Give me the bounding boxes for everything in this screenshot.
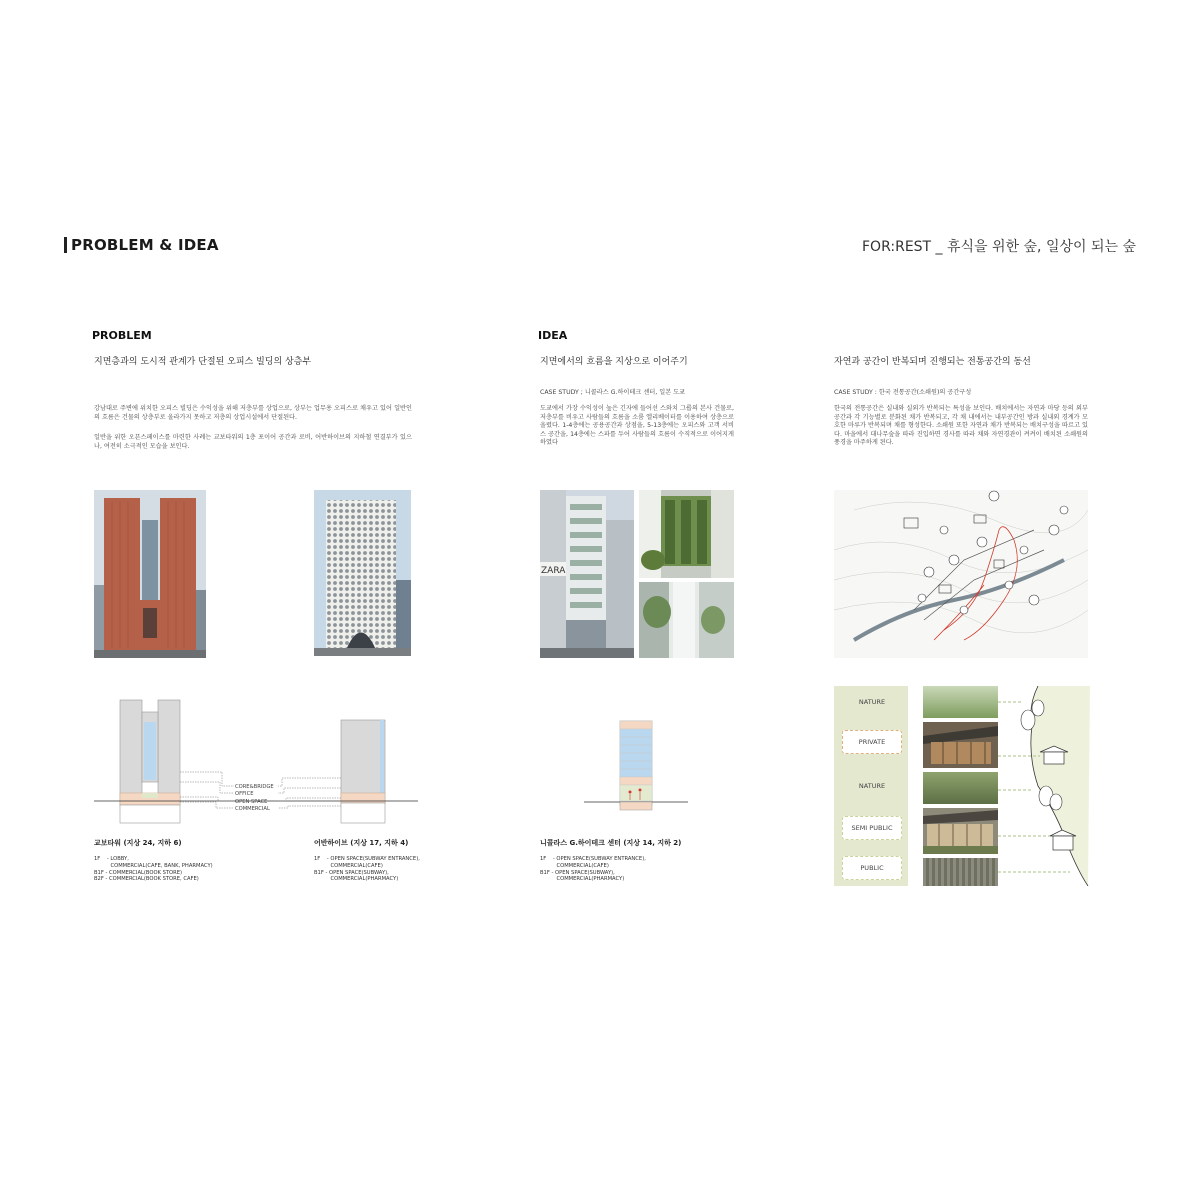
- problem-subheading: 지면층과의 도시적 관계가 단절된 오피스 빌딩의 상층부: [94, 357, 312, 367]
- legend-core-bridge: CORE&BRIDGE: [235, 784, 274, 790]
- bamboo-forest-photo: [923, 858, 998, 886]
- hall-photo: [923, 808, 998, 854]
- nicolas-caption: 니콜라스 G.하이테크 센터 (지상 14, 지하 2): [540, 839, 682, 847]
- nicolas-interior-photo: [639, 582, 734, 658]
- legend-office: OFFICE: [235, 791, 254, 797]
- tradition-case-study: CASE STUDY : 한국 전통공간(소쇄원)의 공간구성: [834, 389, 972, 396]
- sequence-label-nature-1: NATURE: [858, 698, 886, 706]
- idea-heading: IDEA: [538, 329, 568, 342]
- pavilion-photo: [923, 722, 998, 768]
- problem-paragraph-2: 일반을 위한 오픈스페이스를 마련한 사례는 교보타워의 1층 포이어 공간과 로비, 어반하이브의 지하철 연결부가 있으나, 여전히 소극적인 모습을 보인다.: [94, 434, 412, 450]
- nicolas-green-wall-photo: [639, 490, 734, 578]
- tradition-paragraph: 한국의 전통공간은 실내와 실외가 반복되는 특성을 보인다. 배치에서는 자연과 마당 등의 외부공간과 각 기능별로 분화된 채가 반복되고, 각 채 내에서는 내부공간인 방과 실내외 경계가 모호한 마루가 반복되며 채를 형성한다. 소쇄원 또한 자연과 채가 반복되는 배치구성을 따르고 있다. 마을에서 대나무숲을 따라 진입하면 경사를 따라 채와 자연경관이 켜켜이 배치된 소쇄원의 풍경을 마주하게 된다.: [834, 405, 1088, 447]
- legend-commercial: COMMERCIAL: [235, 806, 270, 812]
- nicolas-center-facade-photo: [540, 490, 634, 658]
- sequence-label-private: PRIVATE: [842, 730, 902, 754]
- page-title: PROBLEM & IDEA: [71, 236, 219, 254]
- zara-sign: ZARA: [541, 566, 566, 576]
- problem-heading: PROBLEM: [92, 329, 152, 342]
- problem-paragraph-1: 강남대로 주변에 위치한 오피스 빌딩은 수익성을 위해 저층부를 상업으로, 상부는 업무용 오피스로 채우고 있어 일반인의 흐름은 건물의 상층부로 올라가지 못하고 저층의 상업시설에서 단절된다.: [94, 405, 412, 421]
- kyobo-caption: 교보타워 (지상 24, 지하 6): [94, 839, 182, 847]
- sequence-label-public: PUBLIC: [842, 856, 902, 880]
- sequence-label-semi-public: SEMI PUBLIC: [842, 816, 902, 840]
- idea-case-study: CASE STUDY ; 니콜라스 G.하이테크 센터, 일본 도쿄: [540, 389, 686, 396]
- urbanhive-floor-list: 1F - OPEN SPACE(SUBWAY ENTRANCE), COMMERCIAL(CAFE) B1F - OPEN SPACE(SUBWAY), COMMERCIAL(PHARMACY): [314, 856, 420, 883]
- soswaewon-site-plan: [834, 490, 1088, 658]
- problem-section-diagram: [92, 698, 422, 826]
- urbanhive-caption: 어반하이브 (지상 17, 지하 4): [314, 839, 409, 847]
- idea-subheading: 지면에서의 흐름을 지상으로 이어주기: [540, 357, 688, 367]
- nature-photo-1: [923, 686, 998, 718]
- soswaewon-elevation-sketch: [998, 686, 1090, 886]
- sequence-label-nature-2: NATURE: [858, 782, 886, 790]
- kyobo-floor-list: 1F - LOBBY, COMMERCIAL(CAFE, BANK, PHARMACY) B1F - COMMERCIAL(BOOK STORE) B2F - COMMERCIAL(BOOK STORE, CAFE): [94, 856, 213, 883]
- header-accent-bar: [64, 237, 67, 253]
- tradition-subheading: 자연과 공간이 반복되며 진행되는 전통공간의 동선: [834, 357, 1031, 367]
- legend-open-space: OPEN SPACE: [235, 799, 268, 805]
- nicolas-section-diagram: [582, 718, 692, 828]
- kyobo-tower-photo: [94, 490, 206, 658]
- page-subtitle: FOR:REST _ 휴식을 위한 숲, 일상이 되는 숲: [862, 239, 1136, 255]
- nature-photo-2: [923, 772, 998, 804]
- nicolas-floor-list: 1F - OPEN SPACE(SUBWAY ENTRANCE), COMMERCIAL(CAFE) B1F - OPEN SPACE(SUBWAY), COMMERCIAL(PHARMACY): [540, 856, 646, 883]
- urbanhive-photo: [314, 490, 411, 656]
- idea-paragraph: 도쿄에서 가장 수익성이 높은 긴자에 들어선 스와치 그룹의 본사 건물로, 저층부를 비우고 사람들의 흐름을 소룸 엘리베이터를 이용하여 상층으로 올렸다. 1-4층에는 공용공간과 상점을, 5-13층에는 오피스와 고객 서비스 공간을, 14층에는 스파를 두어 사람들의 흐름이 수직적으로 이어지게 하였다: [540, 405, 734, 447]
